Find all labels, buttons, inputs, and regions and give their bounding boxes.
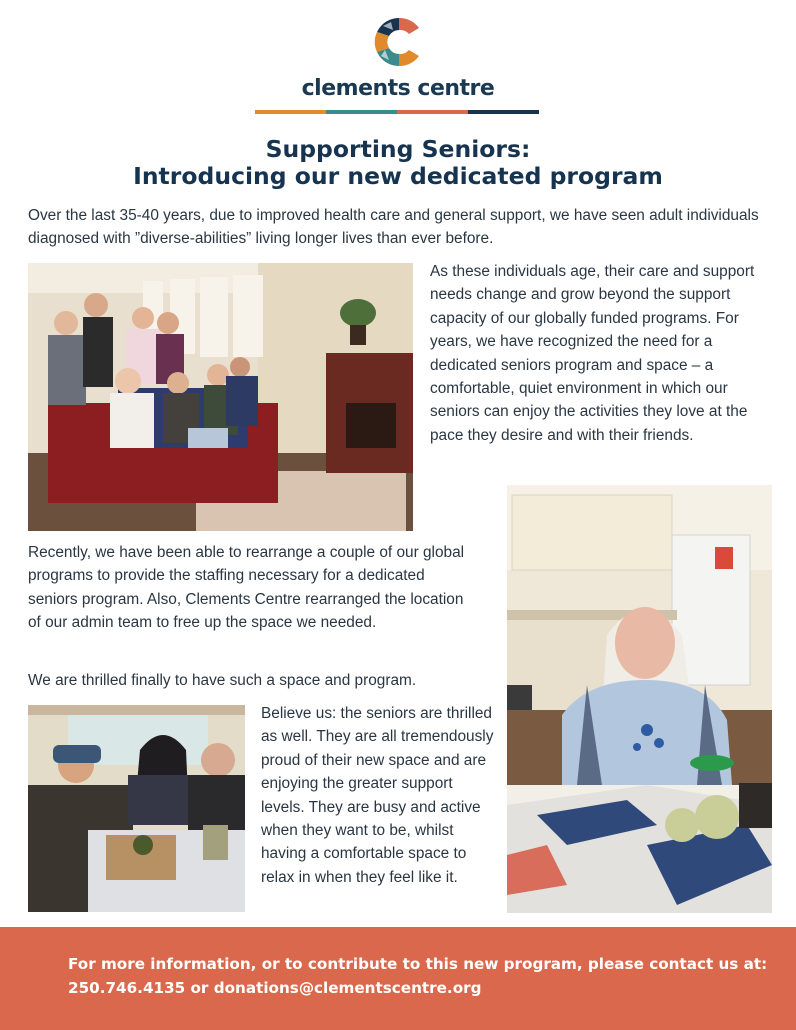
believe-paragraph: Believe us: the seniors are thrilled as well. They are all tremendously proud of their new space and are enjoying the greater support levels. They are busy and active when they want to be, whilst having a comfortable space to relax in when they feel like it. [261,705,494,886]
footer-contact-text [68,952,768,1000]
footer-line-1: For more information, or to contribute to this new program, please contact us at: [68,955,768,973]
footer-contact-details[interactable]: 250.746.4135 or donations@clementscentre.org [68,979,482,997]
page-title [0,136,796,190]
brand-name: clements centre [301,76,495,101]
group-photo [28,263,413,531]
title-line-2: Introducing our new dedicated program [133,162,663,190]
craft-activity-photo [28,705,245,912]
senior-knitting-photo [507,485,772,913]
aging-paragraph: As these individuals age, their care and support needs change and grow beyond the support capacity of our globally funded programs. For years, we have recognized the need for a dedicated seniors program and space – a comfortable, quiet environment in which our seniors can enjoy the activities they love at the pace they desire and with their friends. [430,263,755,444]
clements-centre-logo [373,16,425,68]
brand-color-bar [255,110,539,114]
intro-paragraph: Over the last 35-40 years, due to improved health care and general support, we have seen adult individuals diagnosed with ”diverse-abilities” living longer lives than ever before. [28,207,759,248]
recently-paragraph: Recently, we have been able to rearrange a couple of our global programs to provide the staffing necessary for a dedicated seniors program. Also, Clements Centre rearranged the location of our admin team to free up the space we needed. [28,544,465,632]
thrilled-paragraph: We are thrilled finally to have such a space and program. [28,672,417,689]
title-line-1: Supporting Seniors: [265,135,531,163]
